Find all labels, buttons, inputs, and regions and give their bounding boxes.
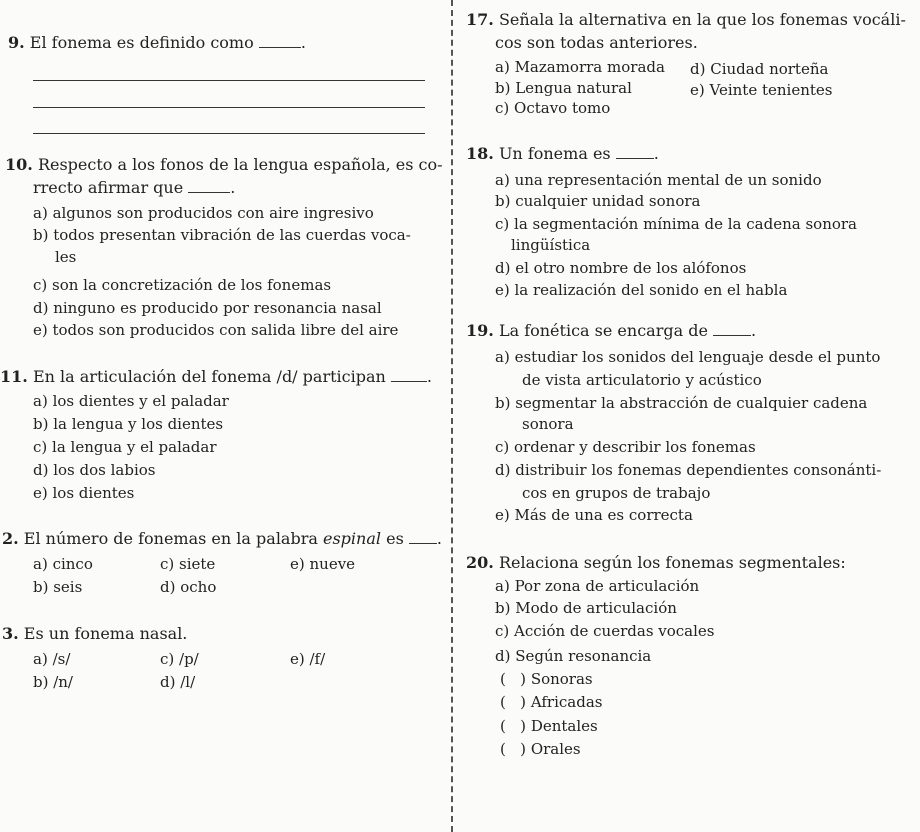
paren-open: ( bbox=[500, 693, 506, 711]
option-c[interactable]: c) la lengua y el paladar bbox=[33, 438, 217, 456]
option-c[interactable]: c) ordenar y describir los fonemas bbox=[495, 438, 756, 456]
answer-line-1[interactable] bbox=[33, 80, 425, 81]
option-a[interactable]: a) cinco bbox=[33, 555, 93, 573]
answer-blank[interactable] bbox=[713, 321, 751, 336]
option-b[interactable]: b) segmentar la abstracción de cualquier cadena bbox=[495, 394, 868, 412]
category-b: b) Modo de articulación bbox=[495, 599, 677, 617]
option-e[interactable]: e) /f/ bbox=[290, 650, 326, 668]
match-label: Africadas bbox=[530, 693, 603, 711]
question-19 bbox=[466, 321, 756, 341]
question-text: Un fonema es bbox=[498, 144, 611, 163]
question-2 bbox=[2, 529, 442, 549]
option-a[interactable]: a) /s/ bbox=[33, 650, 71, 668]
period: . bbox=[230, 178, 236, 197]
option-b[interactable]: b) todos presentan vibración de las cuerdas voca- bbox=[33, 226, 411, 244]
option-d[interactable]: d) Ciudad norteña bbox=[690, 60, 829, 78]
question-number: 18. bbox=[466, 144, 494, 163]
option-e[interactable]: e) todos son producidos con salida libre del aire bbox=[33, 321, 399, 339]
option-c[interactable]: c) siete bbox=[160, 555, 216, 573]
question-text: El número de fonemas en la palabra bbox=[23, 529, 318, 548]
answer-blank[interactable] bbox=[259, 33, 301, 48]
option-d[interactable]: d) /l/ bbox=[160, 673, 196, 691]
question-20 bbox=[466, 553, 846, 573]
option-d[interactable]: d) los dos labios bbox=[33, 461, 156, 479]
question-number: 10. bbox=[5, 155, 33, 174]
question-text: El fonema es definido como bbox=[29, 33, 254, 52]
answer-line-2[interactable] bbox=[33, 107, 425, 108]
question-text: Es un fonema nasal. bbox=[23, 624, 188, 643]
option-b[interactable]: b) la lengua y los dientes bbox=[33, 415, 224, 433]
option-c[interactable]: c) son la concretización de los fonemas bbox=[33, 276, 332, 294]
period: . bbox=[436, 529, 442, 548]
option-d[interactable]: d) ninguno es producido por resonancia nasal bbox=[33, 299, 382, 317]
period: . bbox=[653, 144, 659, 163]
answer-blank[interactable] bbox=[616, 144, 654, 159]
option-a[interactable]: a) algunos son producidos con aire ingresivo bbox=[33, 204, 374, 222]
match-row[interactable] bbox=[500, 739, 581, 759]
paren-open: ( bbox=[500, 670, 506, 688]
question-text: Respecto a los fonos de la lengua española, es co- bbox=[37, 155, 443, 174]
question-10-cont bbox=[33, 178, 235, 198]
question-word: espinal bbox=[323, 529, 381, 548]
option-d-cont: cos en grupos de trabajo bbox=[522, 484, 711, 502]
option-a[interactable]: a) Mazamorra morada bbox=[495, 58, 665, 76]
option-b[interactable]: b) /n/ bbox=[33, 673, 73, 691]
option-b[interactable]: b) cualquier unidad sonora bbox=[495, 192, 701, 210]
answer-blank[interactable] bbox=[409, 529, 437, 544]
question-18 bbox=[466, 144, 659, 164]
question-text-end: es bbox=[386, 529, 404, 548]
match-row[interactable] bbox=[500, 716, 598, 736]
option-c-cont: lingüística bbox=[511, 236, 591, 254]
question-9 bbox=[8, 33, 306, 53]
paren-close: ) bbox=[520, 740, 527, 758]
period: . bbox=[751, 321, 757, 340]
answer-blank[interactable] bbox=[188, 178, 230, 193]
question-text: La fonética se encarga de bbox=[498, 321, 708, 340]
option-e[interactable]: e) Veinte tenientes bbox=[690, 81, 833, 99]
match-label: Orales bbox=[530, 740, 581, 758]
paren-close: ) bbox=[520, 670, 527, 688]
category-a: a) Por zona de articulación bbox=[495, 577, 700, 595]
category-d: d) Según resonancia bbox=[495, 647, 652, 665]
question-17 bbox=[466, 10, 906, 30]
option-b-cont: sonora bbox=[522, 415, 574, 433]
option-d[interactable]: d) el otro nombre de los alófonos bbox=[495, 259, 747, 277]
match-row[interactable] bbox=[500, 669, 593, 689]
option-c[interactable]: c) /p/ bbox=[160, 650, 199, 668]
question-10 bbox=[5, 155, 443, 175]
option-b[interactable]: b) seis bbox=[33, 578, 83, 596]
question-number: 11. bbox=[0, 367, 28, 386]
option-e[interactable]: e) los dientes bbox=[33, 484, 135, 502]
question-text: Señala la alternativa en la que los fonemas vocáli- bbox=[498, 10, 906, 29]
question-3 bbox=[2, 624, 187, 644]
match-label: Dentales bbox=[530, 717, 598, 735]
paren-open: ( bbox=[500, 740, 506, 758]
option-d[interactable]: d) distribuir los fonemas dependientes consonánti- bbox=[495, 461, 882, 479]
question-11 bbox=[0, 367, 432, 387]
option-b-cont: les bbox=[55, 248, 77, 266]
question-number: 9. bbox=[8, 33, 25, 52]
option-a[interactable]: a) una representación mental de un sonido bbox=[495, 171, 822, 189]
paren-open: ( bbox=[500, 717, 506, 735]
option-c[interactable]: c) Octavo tomo bbox=[495, 99, 611, 117]
question-number: 3. bbox=[2, 624, 19, 643]
match-row[interactable] bbox=[500, 692, 603, 712]
option-b[interactable]: b) Lengua natural bbox=[495, 79, 632, 97]
question-number: 17. bbox=[466, 10, 494, 29]
question-number: 19. bbox=[466, 321, 494, 340]
option-e[interactable]: e) la realización del sonido en el habla bbox=[495, 281, 788, 299]
option-a-cont: de vista articulatorio y acústico bbox=[522, 371, 762, 389]
option-c[interactable]: c) la segmentación mínima de la cadena sonora bbox=[495, 215, 857, 233]
option-e[interactable]: e) Más de una es correcta bbox=[495, 506, 693, 524]
option-e[interactable]: e) nueve bbox=[290, 555, 356, 573]
question-number: 20. bbox=[466, 553, 494, 572]
answer-line-3[interactable] bbox=[33, 133, 425, 134]
question-text: rrecto afirmar que bbox=[33, 178, 184, 197]
paren-close: ) bbox=[520, 693, 527, 711]
column-divider bbox=[451, 0, 453, 832]
question-17-cont: cos son todas anteriores. bbox=[495, 33, 698, 52]
question-text: En la articulación del fonema /d/ participan bbox=[32, 367, 386, 386]
option-a[interactable]: a) estudiar los sonidos del lenguaje desde el punto bbox=[495, 348, 881, 366]
question-number: 2. bbox=[2, 529, 19, 548]
paren-close: ) bbox=[520, 717, 527, 735]
answer-blank[interactable] bbox=[391, 367, 427, 382]
period: . bbox=[300, 33, 306, 52]
period: . bbox=[426, 367, 432, 386]
question-text: Relaciona según los fonemas segmentales: bbox=[498, 553, 846, 572]
option-a[interactable]: a) los dientes y el paladar bbox=[33, 392, 229, 410]
option-d[interactable]: d) ocho bbox=[160, 578, 217, 596]
match-label: Sonoras bbox=[530, 670, 593, 688]
category-c: c) Acción de cuerdas vocales bbox=[495, 622, 715, 640]
